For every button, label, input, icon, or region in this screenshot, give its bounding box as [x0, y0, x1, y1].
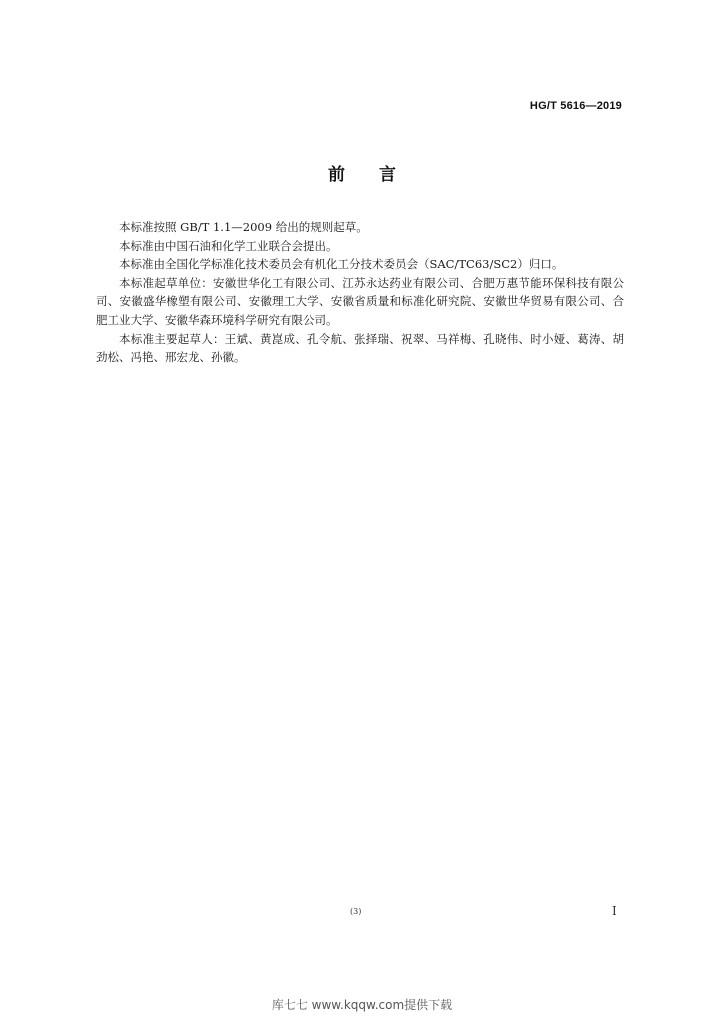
- foreword-body: [96, 218, 624, 367]
- paragraph-drafting-rules: 本标准按照 GB/T 1.1—2009 给出的规则起草。: [119, 220, 368, 234]
- document-code: HG/T 5616—2019: [529, 100, 622, 112]
- page-number: I: [612, 904, 617, 918]
- paragraph-drafters: 本标准主要起草人：王斌、黄崑成、孔令航、张择瑞、祝翠、马祥梅、孔晓伟、时小娅、葛涛、胡劲松、冯艳、邢宏龙、孙徽。: [96, 331, 624, 365]
- page-mark: (3): [350, 907, 362, 916]
- paragraph-technical-committee: 本标准由全国化学标准化技术委员会有机化工分技术委员会（SAC/TC63/SC2）归口。: [119, 257, 564, 272]
- section-title-char-1: 前: [328, 165, 345, 185]
- section-title-char-2: 言: [379, 165, 396, 185]
- paragraph-proposer: 本标准由中国石油和化学工业联合会提出。: [119, 238, 338, 253]
- download-watermark: 库七七 www.kqqw.com提供下载: [271, 998, 453, 1012]
- section-title: [0, 160, 724, 185]
- paragraph-drafting-units: 本标准起草单位：安徽世华化工有限公司、江苏永达药业有限公司、合肥万惠节能环保科技有限公司、安徽盛华橡塑有限公司、安徽理工大学、安徽省质量和标准化研究院、安徽世华贸易有限公司、合肥工业大学、安徽华森环境科学研究有限公司。: [96, 275, 624, 327]
